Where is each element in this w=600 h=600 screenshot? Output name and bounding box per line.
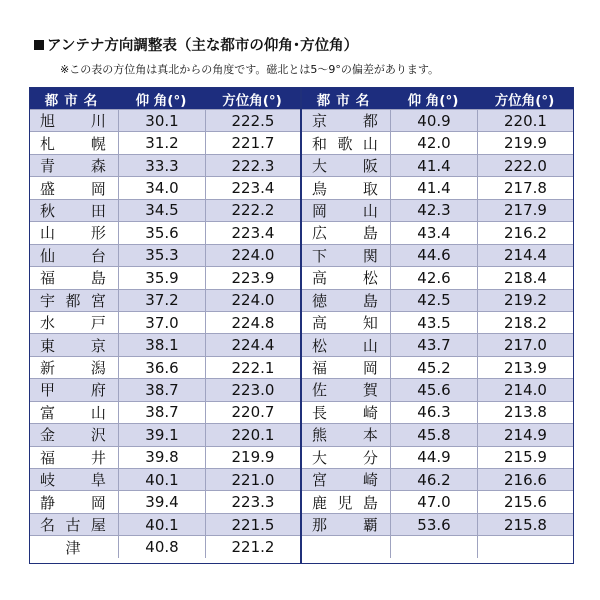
city-cell <box>30 379 118 400</box>
city-char: 崎 <box>362 471 378 490</box>
city-cell <box>30 267 118 288</box>
city-char: 秋 <box>40 201 56 220</box>
city-cell <box>30 424 118 445</box>
city-cell <box>30 447 118 468</box>
table-row <box>30 176 300 198</box>
azimuth-cell: 215.9 <box>477 447 573 468</box>
city-char: 岡 <box>90 179 106 198</box>
city-cell <box>302 290 390 311</box>
table-row <box>30 401 300 423</box>
city-cell <box>302 200 390 221</box>
elevation-cell: 40.9 <box>390 110 477 131</box>
azimuth-cell: 222.5 <box>205 110 300 131</box>
city-char: 水 <box>40 314 56 333</box>
city-char: 旭 <box>40 112 56 131</box>
city-char: 山 <box>362 336 378 355</box>
elevation-cell: 38.1 <box>118 334 205 355</box>
city-char: 森 <box>90 157 106 176</box>
table-row <box>302 221 573 243</box>
table-body-left <box>30 109 300 558</box>
city-char: 都 <box>65 291 81 310</box>
city-name <box>40 424 106 445</box>
city-char: 井 <box>90 448 106 467</box>
city-cell <box>302 536 390 557</box>
azimuth-cell: 224.0 <box>205 245 300 266</box>
city-name <box>312 469 378 490</box>
table-row <box>30 333 300 355</box>
city-cell <box>302 267 390 288</box>
city-name <box>312 514 378 535</box>
azimuth-cell: 218.2 <box>477 312 573 333</box>
elevation-cell: 45.6 <box>390 379 477 400</box>
city-name <box>312 357 378 378</box>
azimuth-cell: 222.3 <box>205 155 300 176</box>
elevation-cell: 35.9 <box>118 267 205 288</box>
city-name <box>40 110 106 131</box>
city-cell <box>30 155 118 176</box>
city-char: 形 <box>90 224 106 243</box>
elevation-cell: 40.1 <box>118 469 205 490</box>
city-char: 甲 <box>40 381 56 400</box>
elevation-cell: 39.8 <box>118 447 205 468</box>
azimuth-cell: 222.0 <box>477 155 573 176</box>
city-char: 賀 <box>362 381 378 400</box>
antenna-table <box>29 87 574 564</box>
city-char: 熊 <box>312 426 328 445</box>
city-char: 児 <box>337 493 353 512</box>
city-name <box>312 402 378 423</box>
city-cell <box>302 132 390 153</box>
city-name <box>312 335 378 356</box>
table-row <box>30 221 300 243</box>
city-char: 東 <box>40 336 56 355</box>
city-char: 岐 <box>40 471 56 490</box>
square-bullet-icon <box>34 40 44 50</box>
azimuth-cell: 215.8 <box>477 514 573 535</box>
city-name <box>40 379 106 400</box>
city-char: 本 <box>362 426 378 445</box>
city-name <box>312 155 378 176</box>
city-char: 福 <box>40 269 56 288</box>
city-char: 田 <box>90 201 106 220</box>
city-char: 島 <box>362 224 378 243</box>
table-row <box>302 423 573 445</box>
table-row <box>30 244 300 266</box>
table-row <box>30 154 300 176</box>
city-name <box>40 402 106 423</box>
elevation-cell: 42.3 <box>390 200 477 221</box>
title-text: アンテナ方向調整表（主な都市の仰角･方位角） <box>47 38 359 54</box>
city-char: 松 <box>312 336 328 355</box>
azimuth-cell: 221.0 <box>205 469 300 490</box>
table-row <box>30 513 300 535</box>
table-row <box>30 131 300 153</box>
elevation-cell: 33.3 <box>118 155 205 176</box>
city-name <box>40 155 106 176</box>
table-row <box>302 468 573 490</box>
azimuth-cell: 220.1 <box>205 424 300 445</box>
city-char: 仙 <box>40 246 56 265</box>
city-char: 富 <box>40 403 56 422</box>
city-cell <box>30 200 118 221</box>
header-elevation: 仰 角(°) <box>135 92 187 109</box>
city-char: 松 <box>362 269 378 288</box>
header-elevation: 仰 角(°) <box>407 92 459 109</box>
elevation-cell: 44.9 <box>390 447 477 468</box>
city-name <box>40 447 106 468</box>
azimuth-cell: 217.9 <box>477 200 573 221</box>
note-text: ※この表の方位角は真北からの角度です。磁北とは5～9°の偏差があります。 <box>60 63 439 76</box>
azimuth-cell: 217.0 <box>477 334 573 355</box>
city-cell <box>30 132 118 153</box>
city-char: 徳 <box>312 291 328 310</box>
city-char: 覇 <box>362 516 378 535</box>
city-char: 長 <box>312 403 328 422</box>
city-char: 金 <box>40 426 56 445</box>
city-cell <box>302 155 390 176</box>
city-name <box>312 379 378 400</box>
header-city: 都市名 <box>316 92 376 109</box>
elevation-cell: 35.6 <box>118 222 205 243</box>
city-cell <box>30 177 118 198</box>
table-header-right <box>302 88 573 109</box>
table-row <box>30 468 300 490</box>
city-char: 鳥 <box>312 179 328 198</box>
city-name <box>40 312 106 333</box>
elevation-cell: 30.1 <box>118 110 205 131</box>
city-name <box>312 492 378 513</box>
city-char: 大 <box>312 157 328 176</box>
table-header-left <box>30 88 300 109</box>
azimuth-cell: 222.1 <box>205 357 300 378</box>
elevation-cell: 40.8 <box>118 536 205 557</box>
table-row <box>302 109 573 131</box>
azimuth-cell: 224.8 <box>205 312 300 333</box>
city-cell <box>30 469 118 490</box>
azimuth-cell: 220.7 <box>205 402 300 423</box>
city-name <box>40 245 106 266</box>
city-char: 潟 <box>90 359 106 378</box>
city-char: 戸 <box>90 314 106 333</box>
azimuth-cell: 219.2 <box>477 290 573 311</box>
azimuth-cell: 224.0 <box>205 290 300 311</box>
elevation-cell: 42.5 <box>390 290 477 311</box>
elevation-cell: 31.2 <box>118 132 205 153</box>
city-char: 高 <box>312 269 328 288</box>
table-row <box>30 199 300 221</box>
city-cell <box>302 491 390 512</box>
table-row <box>30 109 300 131</box>
elevation-cell: 43.7 <box>390 334 477 355</box>
city-name <box>312 312 378 333</box>
city-cell <box>302 402 390 423</box>
city-cell <box>30 491 118 512</box>
city-char: 分 <box>362 448 378 467</box>
elevation-cell: 37.2 <box>118 290 205 311</box>
city-name <box>40 178 106 199</box>
city-char: 古 <box>65 516 81 535</box>
table-row <box>302 131 573 153</box>
city-cell <box>30 357 118 378</box>
city-char: 歌 <box>337 134 353 153</box>
city-char: 岡 <box>90 493 106 512</box>
city-char: 崎 <box>362 403 378 422</box>
city-char: 福 <box>40 448 56 467</box>
header-city: 都市名 <box>44 92 104 109</box>
city-char: 広 <box>312 224 328 243</box>
city-name <box>40 200 106 221</box>
city-name <box>40 537 106 558</box>
city-char: 島 <box>90 269 106 288</box>
city-name <box>312 200 378 221</box>
table-row <box>302 266 573 288</box>
elevation-cell: 43.4 <box>390 222 477 243</box>
city-char: 下 <box>312 246 328 265</box>
city-cell <box>30 290 118 311</box>
azimuth-cell: 219.9 <box>205 447 300 468</box>
city-cell <box>30 536 118 557</box>
city-cell <box>302 447 390 468</box>
azimuth-cell: 223.9 <box>205 267 300 288</box>
elevation-cell: 46.2 <box>390 469 477 490</box>
elevation-cell: 36.6 <box>118 357 205 378</box>
page-title <box>34 34 358 55</box>
city-char: 名 <box>40 516 56 535</box>
city-cell <box>302 177 390 198</box>
azimuth-cell: 221.2 <box>205 536 300 557</box>
azimuth-cell <box>477 536 573 557</box>
elevation-cell: 42.0 <box>390 132 477 153</box>
city-char: 阪 <box>362 157 378 176</box>
city-char: 静 <box>40 493 56 512</box>
city-char: 知 <box>362 314 378 333</box>
elevation-cell: 41.4 <box>390 177 477 198</box>
city-char: 宮 <box>312 471 328 490</box>
city-char: 島 <box>362 291 378 310</box>
city-char: 山 <box>40 224 56 243</box>
table-row <box>30 289 300 311</box>
city-cell <box>302 469 390 490</box>
table-body-right <box>302 109 573 558</box>
table-row <box>302 244 573 266</box>
city-name <box>40 290 106 311</box>
city-name <box>312 222 378 243</box>
azimuth-cell: 213.8 <box>477 402 573 423</box>
azimuth-cell: 223.4 <box>205 177 300 198</box>
table-right-half <box>302 88 573 563</box>
city-char: 宇 <box>40 291 56 310</box>
city-char: 大 <box>312 448 328 467</box>
azimuth-cell: 222.2 <box>205 200 300 221</box>
city-char: 山 <box>90 403 106 422</box>
table-row <box>302 378 573 400</box>
city-cell <box>302 312 390 333</box>
azimuth-cell: 220.1 <box>477 110 573 131</box>
city-name <box>312 178 378 199</box>
city-char: 岡 <box>312 201 328 220</box>
elevation-cell <box>390 536 477 557</box>
azimuth-cell: 221.7 <box>205 132 300 153</box>
table-left-half <box>30 88 302 563</box>
azimuth-cell: 223.4 <box>205 222 300 243</box>
elevation-cell: 42.6 <box>390 267 477 288</box>
city-char: 和 <box>312 134 328 153</box>
city-char: 府 <box>90 381 106 400</box>
city-name <box>312 267 378 288</box>
city-cell <box>30 110 118 131</box>
city-cell <box>302 357 390 378</box>
city-char: 札 <box>40 134 56 153</box>
city-name <box>40 267 106 288</box>
city-char: 盛 <box>40 179 56 198</box>
city-cell <box>302 334 390 355</box>
azimuth-cell: 213.9 <box>477 357 573 378</box>
azimuth-cell: 216.2 <box>477 222 573 243</box>
city-char: 京 <box>90 336 106 355</box>
elevation-cell: 47.0 <box>390 491 477 512</box>
azimuth-cell: 221.5 <box>205 514 300 535</box>
city-name <box>312 245 378 266</box>
city-cell <box>30 402 118 423</box>
elevation-cell: 39.4 <box>118 491 205 512</box>
elevation-cell: 39.1 <box>118 424 205 445</box>
table-row <box>302 333 573 355</box>
city-cell <box>302 379 390 400</box>
table-row <box>30 356 300 378</box>
azimuth-cell: 223.0 <box>205 379 300 400</box>
city-name <box>312 424 378 445</box>
city-char: 屋 <box>90 516 106 535</box>
table-row <box>302 446 573 468</box>
table-row <box>30 378 300 400</box>
table-row <box>30 423 300 445</box>
azimuth-cell: 216.6 <box>477 469 573 490</box>
azimuth-cell: 214.0 <box>477 379 573 400</box>
city-name <box>40 222 106 243</box>
city-name <box>40 492 106 513</box>
table-row <box>302 289 573 311</box>
table-row <box>302 311 573 333</box>
city-char: 島 <box>362 493 378 512</box>
city-char: 佐 <box>312 381 328 400</box>
city-char: 阜 <box>90 471 106 490</box>
table-row <box>30 311 300 333</box>
city-char: 川 <box>90 112 106 131</box>
city-char: 山 <box>362 134 378 153</box>
city-cell <box>30 222 118 243</box>
elevation-cell: 45.2 <box>390 357 477 378</box>
table-row <box>302 154 573 176</box>
elevation-cell: 38.7 <box>118 379 205 400</box>
city-cell <box>30 312 118 333</box>
city-name <box>40 514 106 535</box>
city-cell <box>30 514 118 535</box>
city-char: 新 <box>40 359 56 378</box>
city-name <box>312 110 378 131</box>
azimuth-cell: 215.6 <box>477 491 573 512</box>
elevation-cell: 34.5 <box>118 200 205 221</box>
city-char: 青 <box>40 157 56 176</box>
city-char: 宮 <box>90 291 106 310</box>
azimuth-cell: 217.8 <box>477 177 573 198</box>
city-char: 台 <box>90 246 106 265</box>
city-char: 福 <box>312 359 328 378</box>
city-char: 鹿 <box>312 493 328 512</box>
city-char: 山 <box>362 201 378 220</box>
elevation-cell: 46.3 <box>390 402 477 423</box>
city-cell <box>302 222 390 243</box>
city-name <box>40 469 106 490</box>
table-row <box>302 535 573 557</box>
header-azimuth: 方位角(°) <box>494 92 555 109</box>
header-azimuth: 方位角(°) <box>222 92 282 109</box>
azimuth-cell: 219.9 <box>477 132 573 153</box>
elevation-cell: 37.0 <box>118 312 205 333</box>
elevation-cell: 40.1 <box>118 514 205 535</box>
city-char: 幌 <box>90 134 106 153</box>
table-row <box>302 401 573 423</box>
city-char: 那 <box>312 516 328 535</box>
city-char: 関 <box>362 246 378 265</box>
city-char: 津 <box>65 538 81 557</box>
city-name <box>312 447 378 468</box>
city-name <box>40 133 106 154</box>
azimuth-cell: 223.3 <box>205 491 300 512</box>
city-cell <box>302 110 390 131</box>
azimuth-cell: 218.4 <box>477 267 573 288</box>
azimuth-cell: 224.4 <box>205 334 300 355</box>
table-row <box>302 490 573 512</box>
city-name <box>40 335 106 356</box>
city-cell <box>302 514 390 535</box>
table-row <box>30 490 300 512</box>
elevation-cell: 43.5 <box>390 312 477 333</box>
elevation-cell: 34.0 <box>118 177 205 198</box>
table-row <box>302 356 573 378</box>
city-cell <box>302 424 390 445</box>
elevation-cell: 45.8 <box>390 424 477 445</box>
city-name <box>312 290 378 311</box>
azimuth-cell: 214.9 <box>477 424 573 445</box>
city-cell <box>302 245 390 266</box>
city-char: 岡 <box>362 359 378 378</box>
elevation-cell: 35.3 <box>118 245 205 266</box>
city-cell <box>30 245 118 266</box>
table-row <box>30 446 300 468</box>
elevation-cell: 44.6 <box>390 245 477 266</box>
table-row <box>302 513 573 535</box>
city-char: 高 <box>312 314 328 333</box>
elevation-cell: 38.7 <box>118 402 205 423</box>
azimuth-cell: 214.4 <box>477 245 573 266</box>
city-name <box>312 133 378 154</box>
table-row <box>302 176 573 198</box>
city-cell <box>30 334 118 355</box>
table-row <box>30 535 300 557</box>
elevation-cell: 53.6 <box>390 514 477 535</box>
city-char: 取 <box>362 179 378 198</box>
city-char: 沢 <box>90 426 106 445</box>
table-row <box>30 266 300 288</box>
elevation-cell: 41.4 <box>390 155 477 176</box>
table-row <box>302 199 573 221</box>
city-char: 京 <box>312 112 328 131</box>
city-name <box>40 357 106 378</box>
city-char: 都 <box>362 112 378 131</box>
